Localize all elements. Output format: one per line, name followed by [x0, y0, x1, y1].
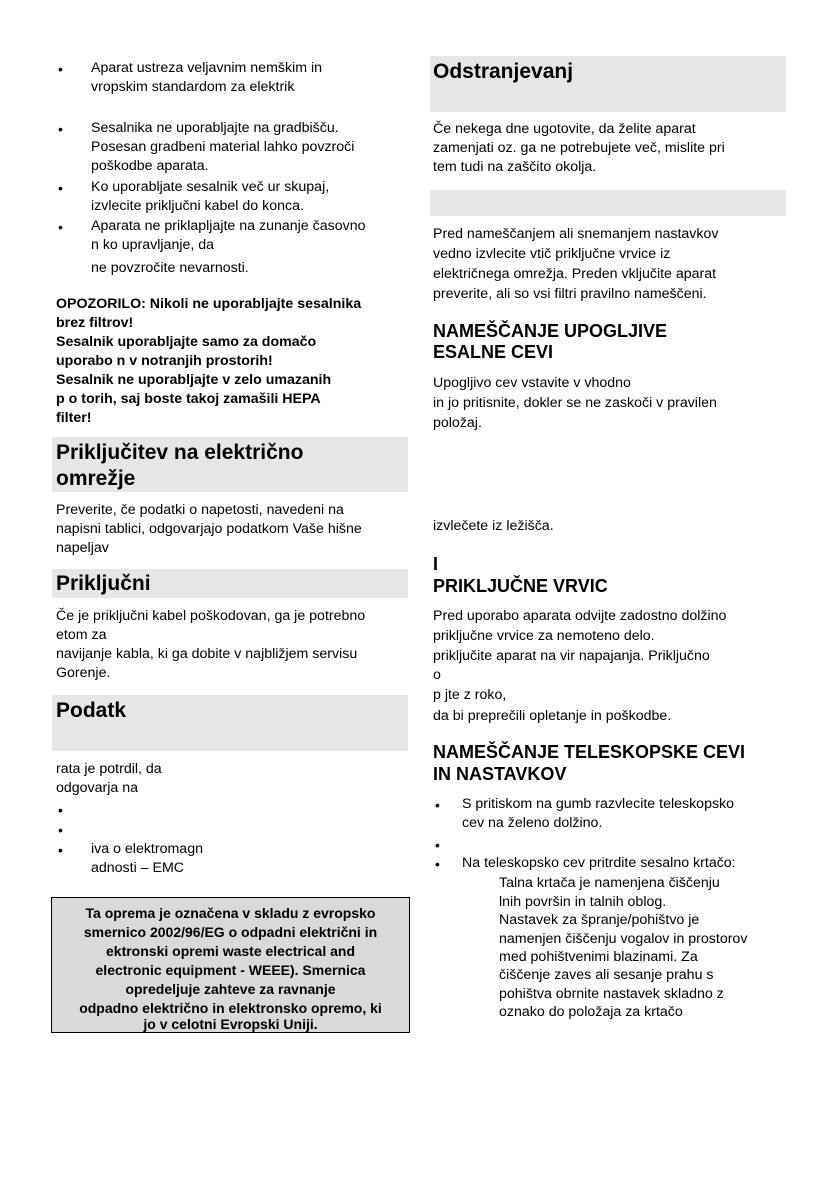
paragraph-line: rata je potrdil, da: [56, 761, 162, 777]
bullet-text: izvlecite priključni kabel do konca.: [91, 198, 304, 214]
paragraph-line: Če je priključni kabel poškodovan, ga je potrebno: [56, 608, 366, 624]
section-title: Priključitev na električno: [56, 441, 304, 464]
paragraph-line: vedno izvlecite vtič priključne vrvice iz: [433, 246, 671, 262]
paragraph-line: lnih površin in talnih oblog.: [499, 894, 667, 910]
bullet-dot: •: [435, 797, 440, 813]
bullet-text: Na teleskopsko cev pritrdite sesalno krtačo:: [462, 855, 736, 871]
bullet-dot: •: [435, 856, 440, 872]
bullet-dot: •: [435, 837, 440, 853]
bullet-text: Ko uporabljate sesalnik več ur skupaj,: [91, 179, 330, 195]
bullet-text: cev na želeno dolžino.: [462, 815, 603, 831]
paragraph-line: Upogljivo cev vstavite v vhodno: [433, 375, 631, 391]
bullet-dot: •: [58, 121, 63, 137]
paragraph-line: da bi preprečili opletanje in poškodbe.: [433, 708, 672, 724]
paragraph-line: čiščenje zaves ali sesanje prahu s: [499, 967, 714, 983]
section-title: Priključni: [56, 572, 151, 595]
section-band: [430, 190, 786, 216]
warning-line: OPOZORILO: Nikoli ne uporabljajte sesalnika: [56, 296, 362, 312]
paragraph-line: odgovarja na: [56, 780, 139, 796]
weee-notice-box: [51, 897, 410, 1033]
paragraph-line: namenjen čiščenju vogalov in prostorov: [499, 931, 748, 947]
weee-line: jo v celotni Evropski Uniji.: [143, 1016, 318, 1032]
subheading: PRIKLJUČNE VRVIC: [433, 576, 608, 596]
section-title: omrežje: [56, 467, 136, 490]
paragraph-line: električnega omrežja. Preden vključite aparat: [433, 266, 717, 282]
paragraph-line: pohištva obrnite nastavek skladno z: [499, 986, 724, 1002]
bullet-text: iva o elektromagn: [91, 841, 203, 857]
paragraph-line: Gorenje.: [56, 665, 111, 681]
section-title: Odstranjevanj: [433, 60, 574, 83]
paragraph-line: Če nekega dne ugotovite, da želite aparat: [433, 121, 696, 137]
bullet-dot: •: [58, 180, 63, 196]
bullet-text: Posesan gradbeni material lahko povzroči: [91, 139, 355, 155]
paragraph-line: Preverite, če podatki o napetosti, navedeni na: [56, 502, 344, 518]
bullet-text: vropskim standardom za elektrik: [91, 79, 295, 95]
paragraph-line: navijanje kabla, ki ga dobite v najbližjem servisu: [56, 646, 358, 662]
paragraph-line: priključne vrvice za nemoteno delo.: [433, 628, 655, 644]
subheading: I: [433, 554, 439, 574]
warning-line: Sesalnik uporabljajte samo za domačo: [56, 334, 317, 350]
paragraph-line: napeljav: [56, 540, 109, 556]
warning-line: Sesalnik ne uporabljajte v zelo umazanih: [56, 372, 332, 388]
paragraph-line: p jte z roko,: [433, 687, 507, 703]
paragraph-line: zamenjati oz. ga ne potrebujete več, mislite pri: [433, 140, 725, 156]
paragraph-line: tem tudi na zaščito okolja.: [433, 159, 597, 175]
bullet-dot: •: [58, 842, 63, 858]
paragraph-line: priključite aparat na vir napajanja. Priključno: [433, 648, 710, 664]
bullet-dot: •: [58, 822, 63, 838]
weee-line: opredeljuje zahteve za ravnanje: [125, 981, 336, 997]
bullet-text: Aparat ustreza veljavnim nemškim in: [91, 60, 323, 76]
warning-line: uporabo n v notranjih prostorih!: [56, 353, 273, 369]
weee-line: smernico 2002/96/EG o odpadni električni in: [83, 924, 378, 940]
bullet-dot: •: [58, 61, 63, 77]
weee-line: odpadno električno in elektronsko opremo, ki: [79, 1000, 382, 1016]
warning-line: p o torih, saj boste takoj zamašili HEPA: [56, 391, 321, 407]
section-title: Podatk: [56, 699, 127, 722]
paragraph-line: o: [433, 667, 441, 683]
bullet-text: adnosti – EMC: [91, 860, 185, 876]
paragraph-line: etom za: [56, 627, 107, 643]
subheading: NAMEŠČANJE UPOGLJIVE: [433, 321, 668, 341]
paragraph-line: izvlečete iz ležišča.: [433, 518, 554, 534]
paragraph-line: Pred uporabo aparata odvijte zadostno dolžino: [433, 608, 727, 624]
bullet-text: poškodbe aparata.: [91, 158, 209, 174]
subheading: IN NASTAVKOV: [433, 764, 567, 784]
weee-line: electronic equipment - WEEE). Smernica: [95, 962, 366, 978]
warning-line: filter!: [56, 410, 92, 426]
warning-line: brez filtrov!: [56, 315, 134, 331]
paragraph-line: Pred nameščanjem ali snemanjem nastavkov: [433, 226, 719, 242]
bullet-text: Aparata ne priklapljajte na zunanje časovno: [91, 218, 366, 234]
subheading: ESALNE CEVI: [433, 342, 554, 362]
paragraph-line: položaj.: [433, 415, 482, 431]
bullet-dot: •: [58, 219, 63, 235]
bullet-text: ne povzročite nevarnosti.: [91, 260, 249, 276]
bullet-dot: •: [58, 802, 63, 818]
paragraph-line: Nastavek za špranje/pohištvo je: [499, 912, 700, 928]
weee-line: ektronski opremi waste electrical and: [106, 943, 355, 959]
bullet-text: n ko upravljanje, da: [91, 237, 215, 253]
paragraph-line: Talna krtača je namenjena čiščenju: [499, 875, 720, 891]
paragraph-line: in jo pritisnite, dokler se ne zaskoči v pravilen: [433, 395, 717, 411]
bullet-text: Sesalnika ne uporabljajte na gradbišču.: [91, 120, 339, 136]
paragraph-line: napisni tablici, odgovarjajo podatkom Vaše hišne: [56, 521, 362, 537]
weee-line: Ta oprema je označena v skladu z evropsko: [85, 905, 376, 921]
bullet-text: S pritiskom na gumb razvlecite teleskopsko: [462, 796, 735, 812]
subheading: NAMEŠČANJE TELESKOPSKE CEVI: [433, 742, 746, 762]
paragraph-line: med pohištvenimi blazinami. Za: [499, 949, 698, 965]
paragraph-line: oznako do položaja za krtačo: [499, 1004, 683, 1020]
paragraph-line: preverite, ali so vsi filtri pravilno nameščeni.: [433, 286, 707, 302]
